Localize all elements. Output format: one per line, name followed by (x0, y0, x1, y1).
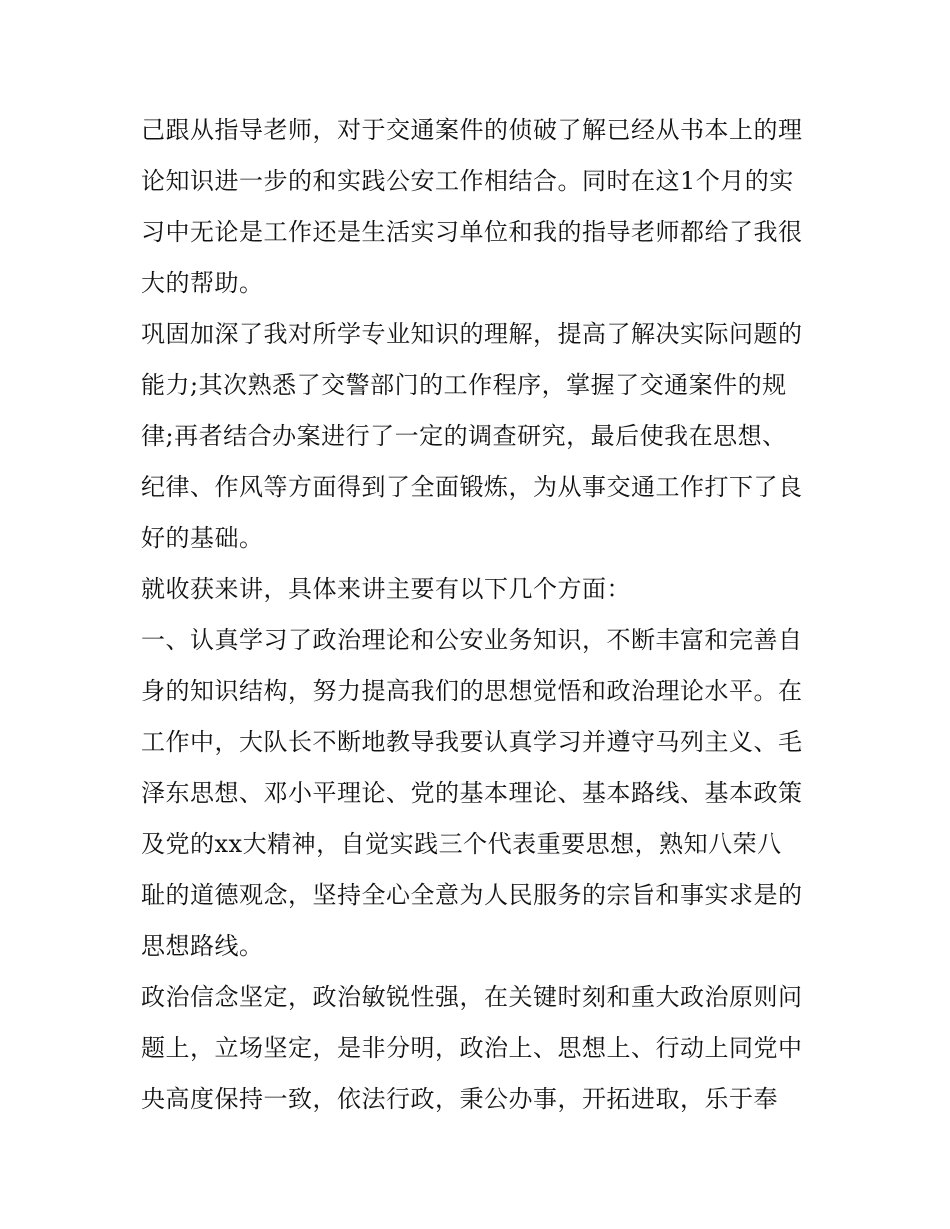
text-line: 耻的道德观念，坚持全心全意为人民服务的宗旨和事实求是的 (141, 881, 803, 909)
text-line: 大的帮助。 (141, 269, 264, 297)
text-line: 一、认真学习了政治理论和公安业务知识，不断丰富和完善自 (141, 626, 803, 654)
text-line: 纪律、作风等方面得到了全面锻炼，为从事交通工作打下了良 (141, 473, 803, 501)
text-line: 习中无论是工作还是生活实习单位和我的指导老师都给了我很 (141, 218, 803, 246)
text-line: 及党的xx大精神，自觉实践三个代表重要思想，熟知八荣八 (141, 830, 782, 858)
text-line: 央高度保持一致，依法行政，秉公办事，开拓进取，乐于奉 (141, 1085, 778, 1113)
text-line: 泽东思想、邓小平理论、党的基本理论、基本路线、基本政策 (141, 779, 803, 807)
text-line: 就收获来讲，具体来讲主要有以下几个方面： (141, 575, 631, 603)
text-line: 论知识进一步的和实践公安工作相结合。同时在这1个月的实 (141, 167, 794, 195)
text-line: 能力;其次熟悉了交警部门的工作程序，掌握了交通案件的规 (141, 371, 787, 399)
text-line: 好的基础。 (141, 524, 264, 552)
text-line: 工作中，大队长不断地教导我要认真学习并遵守马列主义、毛 (141, 728, 803, 756)
document-body (141, 105, 821, 1125)
text-line: 己跟从指导老师，对于交通案件的侦破了解已经从书本上的理 (141, 116, 803, 144)
text-line: 巩固加深了我对所学专业知识的理解，提高了解决实际问题的 (141, 320, 803, 348)
text-line: 身的知识结构，努力提高我们的思想觉悟和政治理论水平。在 (141, 677, 803, 705)
text-line: 政治信念坚定，政治敏锐性强，在关键时刻和重大政治原则问 (141, 983, 803, 1011)
text-line: 律;再者结合办案进行了一定的调查研究，最后使我在思想、 (141, 422, 787, 450)
text-line: 题上，立场坚定，是非分明，政治上、思想上、行动上同党中 (141, 1034, 803, 1062)
text-line: 思想路线。 (141, 932, 264, 960)
